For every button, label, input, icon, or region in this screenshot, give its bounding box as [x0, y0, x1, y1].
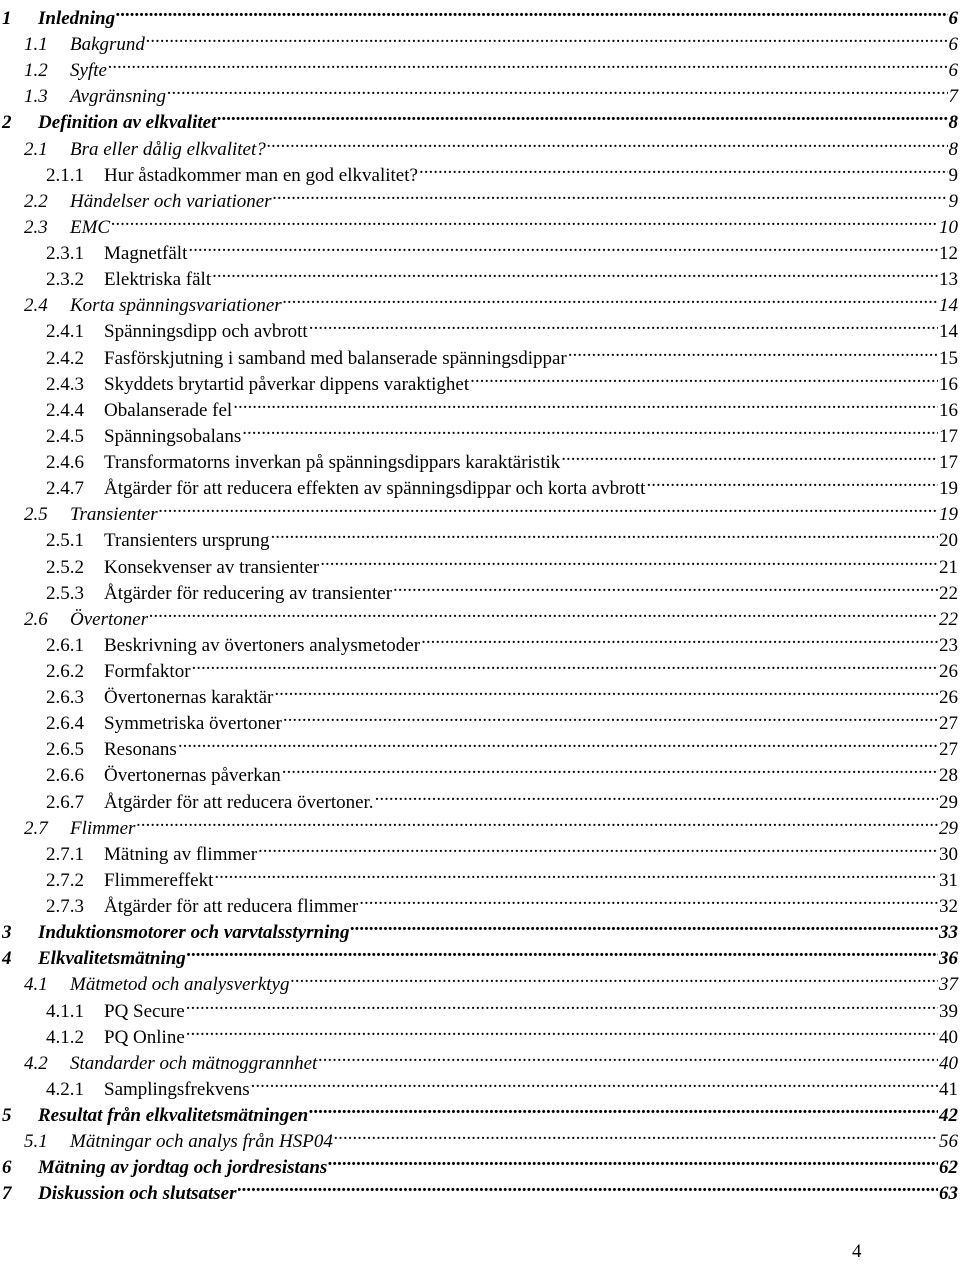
- toc-entry-page: 37: [939, 974, 958, 996]
- toc-dot-leader: [273, 181, 948, 207]
- toc-entry[interactable]: [0, 808, 960, 839]
- toc-entry-title: Symmetriska övertoner: [104, 713, 282, 735]
- toc-entry-page: 27: [939, 739, 958, 761]
- toc-entry-number: 2.2: [24, 190, 48, 212]
- toc-entry-title: PQ Secure: [104, 1000, 185, 1022]
- toc-entry-page: 12: [939, 243, 958, 265]
- toc-entry-number: 2.6.7: [46, 791, 84, 813]
- toc-entry[interactable]: [0, 964, 960, 996]
- toc-entry[interactable]: [0, 24, 960, 56]
- toc-entry-number: 2.6.5: [46, 739, 84, 761]
- toc-entry-number: 2.1.1: [46, 164, 84, 186]
- toc-entry-number: 1.2: [24, 60, 48, 82]
- toc-entry-title: Mätningar och analys från HSP04: [70, 1131, 333, 1153]
- toc-entry-page: 9: [948, 164, 958, 186]
- toc-entry-title: Flimmereffekt: [104, 869, 214, 891]
- toc-entry-page: 6: [948, 60, 958, 82]
- toc-dot-leader: [146, 24, 948, 50]
- toc-entry[interactable]: [0, 651, 960, 682]
- toc-entry-number: 2.7.1: [46, 843, 84, 865]
- toc-entry-page: 29: [939, 791, 958, 813]
- toc-dot-leader: [646, 468, 938, 494]
- toc-entry-page: 19: [939, 504, 958, 526]
- toc-entry-number: 2: [2, 112, 12, 134]
- toc-dot-leader: [470, 364, 938, 390]
- toc-entry-page: 14: [939, 321, 958, 343]
- toc-entry-number: 2.4.2: [46, 347, 84, 369]
- toc-entry-title: Spänningsobalans: [104, 425, 242, 447]
- toc-entry-title: Definition av elkvalitet: [38, 112, 217, 134]
- toc-dot-leader: [359, 886, 938, 912]
- toc-dot-leader: [328, 1147, 938, 1173]
- toc-entry-page: 39: [939, 1000, 958, 1022]
- toc-entry[interactable]: [0, 181, 960, 212]
- toc-entry-page: 30: [939, 843, 958, 865]
- toc-entry-title: Skyddets brytartid påverkar dippens varaktighet: [104, 373, 470, 395]
- toc-dot-leader: [136, 808, 938, 834]
- toc-entry-page: 21: [939, 556, 958, 578]
- toc-entry-number: 2.6.3: [46, 687, 84, 709]
- toc-entry-number: 2.5.2: [46, 556, 84, 578]
- toc-entry-page: 16: [939, 399, 958, 421]
- toc-entry-number: 4: [2, 948, 12, 970]
- toc-entry-title: Mätmetod och analysverktyg: [70, 974, 290, 996]
- toc-entry-title: Transformatorns inverkan på spänningsdippars karaktäristik: [104, 452, 561, 474]
- toc-dot-leader: [282, 755, 938, 781]
- toc-entry-page: 33: [939, 922, 958, 944]
- toc-entry-title: Korta spänningsvariationer: [70, 295, 282, 317]
- toc-entry-page: 17: [939, 452, 958, 474]
- toc-entry-number: 4.1: [24, 974, 48, 996]
- toc-entry-title: Elektriska fält: [104, 269, 212, 291]
- toc-entry-number: 5.1: [24, 1131, 48, 1153]
- toc-entry[interactable]: [0, 703, 960, 735]
- toc-dot-leader: [561, 442, 938, 468]
- toc-dot-leader: [421, 625, 938, 651]
- toc-entry[interactable]: [0, 886, 960, 918]
- toc-entry-page: 7: [948, 86, 958, 108]
- toc-dot-leader: [192, 651, 938, 677]
- toc-entry[interactable]: [0, 207, 960, 238]
- toc-dot-leader: [419, 155, 948, 181]
- toc-dot-leader: [167, 76, 947, 102]
- toc-entry-page: 62: [939, 1157, 958, 1179]
- toc-entry-number: 5: [2, 1105, 12, 1127]
- toc-entry-title: Händelser och variationer: [70, 190, 272, 212]
- toc-entry-number: 4.1.2: [46, 1026, 84, 1048]
- toc-entry-title: Magnetfält: [104, 243, 188, 265]
- toc-entry-title: Hur åstadkommer man en god elkvalitet?: [104, 164, 418, 186]
- toc-entry-number: 6: [2, 1157, 12, 1179]
- toc-entry[interactable]: [0, 233, 960, 265]
- toc-entry-number: 2.7.3: [46, 896, 84, 918]
- toc-entry-title: Avgränsning: [70, 86, 167, 108]
- toc-entry[interactable]: [0, 259, 960, 291]
- toc-dot-leader: [393, 573, 938, 599]
- toc-entry[interactable]: [0, 338, 960, 369]
- toc-dot-leader: [334, 1121, 938, 1147]
- toc-entry-number: 2.7: [24, 817, 48, 839]
- toc-entry[interactable]: [0, 1069, 960, 1100]
- toc-dot-leader: [212, 259, 938, 285]
- toc-entry-title: Diskussion och slutsatser: [38, 1183, 237, 1205]
- toc-entry-page: 9: [948, 190, 958, 212]
- toc-entry-title: Fasförskjutning i samband med balanserade spänningsdippar: [104, 347, 567, 369]
- toc-entry-title: Flimmer: [70, 817, 136, 839]
- toc-entry-page: 40: [939, 1052, 958, 1074]
- toc-entry[interactable]: [0, 416, 960, 447]
- toc-entry-number: 2.1: [24, 138, 48, 160]
- toc-entry-page: 13: [939, 269, 958, 291]
- toc-dot-leader: [568, 338, 938, 364]
- toc-entry-page: 10: [939, 216, 958, 238]
- toc-dot-leader: [159, 494, 938, 520]
- toc-entry-title: Syfte: [70, 60, 107, 82]
- toc-entry-number: 2.6: [24, 608, 48, 630]
- toc-entry-title: Transienters ursprung: [104, 530, 270, 552]
- toc-entry-title: Åtgärder för att reducera flimmer: [104, 896, 359, 918]
- toc-entry-page: 23: [939, 634, 958, 656]
- toc-entry[interactable]: [0, 625, 960, 656]
- toc-entry[interactable]: [0, 50, 960, 82]
- toc-entry[interactable]: [0, 311, 960, 343]
- toc-entry[interactable]: [0, 468, 960, 500]
- toc-entry[interactable]: [0, 782, 960, 813]
- toc-dot-leader: [290, 964, 938, 990]
- toc-entry[interactable]: [0, 573, 960, 604]
- toc-dot-leader: [320, 547, 938, 573]
- toc-entry[interactable]: [0, 677, 960, 709]
- toc-entry[interactable]: [0, 129, 960, 160]
- toc-entry-page: 22: [939, 582, 958, 604]
- toc-entry[interactable]: [0, 729, 960, 761]
- toc-entry[interactable]: [0, 364, 960, 395]
- toc-dot-leader: [188, 233, 938, 259]
- toc-entry-number: 1.1: [24, 34, 48, 56]
- toc-entry[interactable]: [0, 102, 960, 134]
- toc-entry[interactable]: [0, 599, 960, 630]
- toc-entry-number: 2.6.1: [46, 634, 84, 656]
- toc-entry-page: 42: [939, 1105, 958, 1127]
- toc-entry-page: 26: [939, 661, 958, 682]
- toc-dot-leader: [274, 677, 938, 703]
- toc-entry-title: Övertonernas påverkan: [104, 765, 281, 787]
- toc-dot-leader: [267, 129, 948, 155]
- toc-entry-page: 56: [939, 1131, 958, 1153]
- toc-dot-leader: [186, 991, 938, 1017]
- toc-entry[interactable]: [0, 1173, 960, 1205]
- toc-entry-title: PQ Online: [104, 1026, 185, 1048]
- toc-entry-page: 26: [939, 687, 958, 709]
- toc-entry-number: 3: [2, 922, 12, 944]
- toc-entry-page: 15: [939, 347, 958, 369]
- toc-dot-leader: [149, 599, 938, 625]
- toc-entry[interactable]: [0, 1017, 960, 1048]
- toc-entry-page: 31: [939, 869, 958, 891]
- toc-entry[interactable]: [0, 938, 960, 970]
- toc-entry-page: 17: [939, 425, 958, 447]
- toc-entry-page: 20: [939, 530, 958, 552]
- toc-entry-number: 2.4.3: [46, 373, 84, 395]
- toc-entry-page: 6: [948, 8, 958, 29]
- toc-entry-title: Övertonernas karaktär: [104, 687, 274, 709]
- toc-entry-title: Obalanserade fel: [104, 399, 233, 421]
- toc-dot-leader: [178, 729, 938, 755]
- toc-entry-number: 2.4.4: [46, 399, 84, 421]
- toc-entry-number: 2.5.3: [46, 582, 84, 604]
- toc-dot-leader: [258, 834, 938, 860]
- toc-dot-leader: [283, 703, 938, 729]
- toc-entry-number: 2.6.4: [46, 713, 84, 735]
- toc-entry-number: 2.4.6: [46, 452, 84, 474]
- toc-entry-page: 14: [939, 295, 958, 317]
- toc-dot-leader: [309, 1095, 938, 1121]
- toc-entry[interactable]: [0, 547, 960, 578]
- toc-dot-leader: [111, 207, 938, 233]
- toc-entry-page: 29: [939, 817, 958, 839]
- toc-entry[interactable]: [0, 755, 960, 787]
- toc-entry-title: Övertoner: [70, 608, 149, 630]
- toc-entry[interactable]: [0, 0, 960, 29]
- toc-entry-title: Mätning av jordtag och jordresistans: [38, 1157, 328, 1179]
- toc-entry-page: 36: [939, 948, 958, 970]
- toc-entry-title: Resonans: [104, 739, 177, 761]
- toc-entry[interactable]: [0, 442, 960, 474]
- toc-entry-page: 19: [939, 478, 958, 500]
- toc-dot-leader: [116, 0, 947, 24]
- toc-entry-number: 4.1.1: [46, 1000, 84, 1022]
- toc-entry-number: 1: [2, 8, 12, 29]
- toc-dot-leader: [187, 938, 938, 964]
- toc-entry-number: 2.5.1: [46, 530, 84, 552]
- toc-entry-page: 6: [948, 34, 958, 56]
- toc-entry-title: Formfaktor: [104, 661, 191, 682]
- toc-entry[interactable]: [0, 285, 960, 317]
- toc-entry-number: 2.6.6: [46, 765, 84, 787]
- toc-entry-title: Elkvalitetsmätning: [38, 948, 186, 970]
- toc-entry-title: Spänningsdipp och avbrott: [104, 321, 308, 343]
- toc-entry-page: 28: [939, 765, 958, 787]
- toc-entry[interactable]: [0, 390, 960, 421]
- toc-entry-number: 2.4.5: [46, 425, 84, 447]
- toc-entry-title: EMC: [70, 216, 111, 238]
- toc-entry[interactable]: [0, 520, 960, 552]
- toc-entry-page: 8: [948, 138, 958, 160]
- toc-dot-leader: [217, 102, 947, 128]
- toc-entry-page: 22: [939, 608, 958, 630]
- toc-entry-page: 63: [939, 1183, 958, 1205]
- toc-dot-leader: [238, 1173, 938, 1199]
- toc-entry[interactable]: [0, 494, 960, 526]
- toc-entry-number: 4.2.1: [46, 1078, 84, 1100]
- toc-dot-leader: [283, 285, 938, 311]
- toc-entry[interactable]: [0, 991, 960, 1022]
- toc-entry-title: Samplingsfrekvens: [104, 1078, 250, 1100]
- toc-dot-leader: [318, 1043, 938, 1069]
- toc-dot-leader: [186, 1017, 938, 1043]
- toc-entry-title: Transienter: [70, 504, 158, 526]
- toc-entry-number: 4.2: [24, 1052, 48, 1074]
- toc-entry-page: 8: [948, 112, 958, 134]
- toc-entry-title: Inledning: [38, 8, 116, 29]
- toc-entry-title: Konsekvenser av transienter: [104, 556, 320, 578]
- toc-entry[interactable]: [0, 155, 960, 186]
- toc-dot-leader: [233, 390, 938, 416]
- toc-entry-title: Bra eller dålig elkvalitet?: [70, 138, 266, 160]
- toc-entry-page: 40: [939, 1026, 958, 1048]
- page-number: 4: [852, 1241, 862, 1262]
- toc-dot-leader: [242, 416, 938, 442]
- toc-entry[interactable]: [0, 912, 960, 944]
- toc-entry-number: 2.5: [24, 504, 48, 526]
- toc-entry[interactable]: [0, 1043, 960, 1074]
- toc-entry[interactable]: [0, 76, 960, 108]
- toc-entry-number: 2.4.7: [46, 478, 84, 500]
- toc-entry-number: 2.3.1: [46, 243, 84, 265]
- toc-dot-leader: [271, 520, 938, 546]
- toc-entry[interactable]: [0, 1147, 960, 1179]
- toc-entry-page: 32: [939, 896, 958, 918]
- toc-entry-number: 2.3.2: [46, 269, 84, 291]
- toc-entry[interactable]: [0, 1121, 960, 1153]
- toc-entry-number: 7: [2, 1183, 12, 1205]
- toc-entry-title: Induktionsmotorer och varvtalsstyrning: [38, 922, 350, 944]
- toc-entry-title: Resultat från elkvalitetsmätningen: [38, 1105, 309, 1127]
- toc-entry-number: 1.3: [24, 86, 48, 108]
- toc-entry-number: 2.4.1: [46, 321, 84, 343]
- toc-entry-title: Bakgrund: [70, 34, 145, 56]
- toc-entry-title: Standarder och mätnoggrannhet: [70, 1052, 318, 1074]
- toc-dot-leader: [214, 860, 938, 886]
- toc-entry-title: Beskrivning av övertoners analysmetoder: [104, 634, 421, 656]
- toc-entry-number: 2.3: [24, 216, 48, 238]
- toc-dot-leader: [251, 1069, 938, 1095]
- toc-dot-leader: [108, 50, 948, 76]
- toc-dot-leader: [350, 912, 938, 938]
- toc-entry[interactable]: [0, 834, 960, 865]
- toc-entry-number: 2.6.2: [46, 661, 84, 682]
- toc-entry-page: 27: [939, 713, 958, 735]
- toc-entry-number: 2.4: [24, 295, 48, 317]
- toc-entry-title: Åtgärder för att reducera övertoner.: [104, 791, 374, 813]
- toc-entry-title: Mätning av flimmer: [104, 843, 258, 865]
- toc-entry-title: Åtgärder för reducering av transienter: [104, 582, 393, 604]
- toc-entry-page: 16: [939, 373, 958, 395]
- toc-entry[interactable]: [0, 1095, 960, 1127]
- toc-dot-leader: [375, 782, 938, 808]
- toc-dot-leader: [309, 311, 938, 337]
- toc-entry[interactable]: [0, 860, 960, 891]
- toc-entry-number: 2.7.2: [46, 869, 84, 891]
- toc-entry-page: 41: [939, 1078, 958, 1100]
- toc-entry-title: Åtgärder för att reducera effekten av spänningsdippar och korta avbrott: [104, 478, 646, 500]
